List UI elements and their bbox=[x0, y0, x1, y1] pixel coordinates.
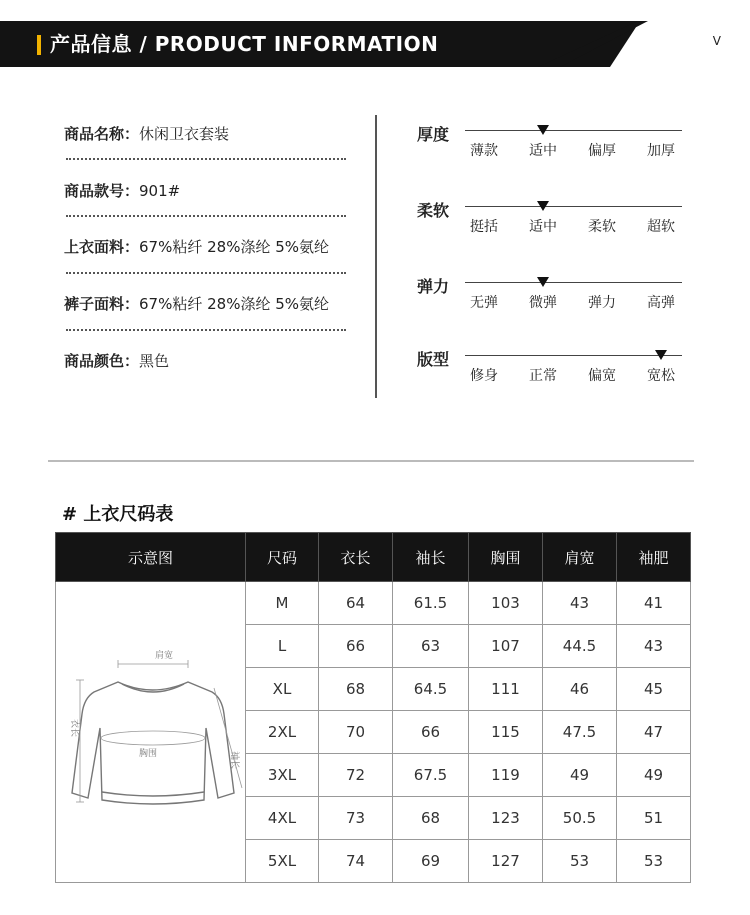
info-value: 休闲卫衣套装 bbox=[139, 125, 230, 143]
measurement-cell: 53 bbox=[543, 840, 617, 883]
scale-label: 版型 bbox=[417, 350, 450, 369]
scale-option: 弹力 bbox=[588, 295, 616, 311]
measurement-cell: 73 bbox=[319, 797, 393, 840]
column-header: 尺码 bbox=[246, 533, 319, 582]
info-label: 商品名称： bbox=[64, 125, 140, 143]
scale-selected-marker bbox=[537, 277, 549, 287]
column-header: 袖肥 bbox=[617, 533, 691, 582]
size-cell: 2XL bbox=[246, 711, 319, 754]
measurement-cell: 103 bbox=[469, 582, 543, 625]
scale-option: 高弹 bbox=[647, 295, 675, 311]
measurement-cell: 72 bbox=[319, 754, 393, 797]
measurement-cell: 53 bbox=[617, 840, 691, 883]
measurement-cell: 47.5 bbox=[543, 711, 617, 754]
info-value: 67%粘纤 28%涤纶 5%氨纶 bbox=[139, 295, 330, 313]
measurement-cell: 69 bbox=[393, 840, 469, 883]
horizontal-divider bbox=[48, 460, 694, 462]
scale-selected-marker bbox=[537, 201, 549, 211]
column-header: 衣长 bbox=[319, 533, 393, 582]
size-cell: XL bbox=[246, 668, 319, 711]
size-cell: L bbox=[246, 625, 319, 668]
measurement-cell: 67.5 bbox=[393, 754, 469, 797]
measurement-cell: 70 bbox=[319, 711, 393, 754]
measurement-cell: 49 bbox=[617, 754, 691, 797]
dotted-separator bbox=[66, 158, 346, 160]
size-cell: 5XL bbox=[246, 840, 319, 883]
measurement-cell: 43 bbox=[543, 582, 617, 625]
length-label: 衣长 bbox=[70, 718, 80, 738]
size-chart-title: # 上衣尺码表 bbox=[62, 504, 174, 525]
scale-label: 弹力 bbox=[417, 277, 450, 296]
measurement-cell: 119 bbox=[469, 754, 543, 797]
measurement-cell: 47 bbox=[617, 711, 691, 754]
measurement-cell: 115 bbox=[469, 711, 543, 754]
scale-track bbox=[465, 355, 682, 356]
column-header-diagram: 示意图 bbox=[56, 533, 246, 582]
dotted-separator bbox=[66, 272, 346, 274]
info-row-pants-fabric bbox=[64, 293, 329, 314]
scale-option: 超软 bbox=[647, 219, 675, 235]
scale-option: 宽松 bbox=[647, 368, 675, 384]
dotted-separator bbox=[66, 215, 346, 217]
scale-option: 偏宽 bbox=[588, 368, 616, 384]
scale-option: 适中 bbox=[529, 219, 557, 235]
scale-option: 微弹 bbox=[529, 295, 557, 311]
info-label: 商品颜色： bbox=[64, 352, 140, 370]
scale-option: 挺括 bbox=[470, 219, 498, 235]
measurement-cell: 111 bbox=[469, 668, 543, 711]
info-value: 黑色 bbox=[139, 352, 170, 370]
measurement-cell: 64.5 bbox=[393, 668, 469, 711]
measurement-cell: 45 bbox=[617, 668, 691, 711]
table-row bbox=[56, 582, 691, 625]
info-row-color bbox=[64, 350, 169, 371]
measurement-cell: 51 bbox=[617, 797, 691, 840]
size-cell: M bbox=[246, 582, 319, 625]
measurement-cell: 41 bbox=[617, 582, 691, 625]
scale-track bbox=[465, 206, 682, 207]
scale-option: 偏厚 bbox=[588, 143, 616, 159]
shoulder-label: 肩宽 bbox=[154, 650, 174, 660]
column-header: 胸围 bbox=[469, 533, 543, 582]
size-cell: 4XL bbox=[246, 797, 319, 840]
info-label: 上衣面料： bbox=[64, 238, 140, 256]
scale-option: 无弹 bbox=[470, 295, 498, 311]
measurement-cell: 44.5 bbox=[543, 625, 617, 668]
chest-label: 胸围 bbox=[138, 748, 158, 758]
measurement-cell: 66 bbox=[319, 625, 393, 668]
sleeve-label: 袖长 bbox=[230, 750, 240, 770]
size-diagram-cell bbox=[56, 582, 246, 883]
size-chart-table bbox=[55, 532, 691, 883]
scale-option: 加厚 bbox=[647, 143, 675, 159]
header-corner-letter: V bbox=[712, 34, 721, 48]
scale-option: 薄款 bbox=[470, 143, 498, 159]
info-value: 901# bbox=[139, 182, 181, 200]
measurement-cell: 66 bbox=[393, 711, 469, 754]
info-row-top-fabric bbox=[64, 236, 329, 257]
measurement-cell: 74 bbox=[319, 840, 393, 883]
dotted-separator bbox=[66, 329, 346, 331]
measurement-cell: 50.5 bbox=[543, 797, 617, 840]
measurement-cell: 46 bbox=[543, 668, 617, 711]
measurement-cell: 49 bbox=[543, 754, 617, 797]
measurement-cell: 43 bbox=[617, 625, 691, 668]
sweatshirt-diagram bbox=[56, 588, 246, 876]
size-cell: 3XL bbox=[246, 754, 319, 797]
info-row-name bbox=[64, 123, 229, 144]
scale-selected-marker bbox=[655, 350, 667, 360]
section-header bbox=[0, 21, 750, 67]
info-row-style-number bbox=[64, 180, 180, 201]
scale-option: 修身 bbox=[470, 368, 498, 384]
info-value: 67%粘纤 28%涤纶 5%氨纶 bbox=[139, 238, 330, 256]
vertical-divider bbox=[375, 115, 377, 398]
scale-option: 正常 bbox=[529, 368, 557, 384]
measurement-cell: 64 bbox=[319, 582, 393, 625]
scale-label: 厚度 bbox=[417, 125, 450, 144]
scale-track bbox=[465, 130, 682, 131]
measurement-cell: 123 bbox=[469, 797, 543, 840]
scale-option: 柔软 bbox=[588, 219, 616, 235]
section-header-title: 产品信息 / PRODUCT INFORMATION bbox=[50, 32, 439, 56]
header-accent-bar bbox=[37, 35, 41, 55]
column-header: 肩宽 bbox=[543, 533, 617, 582]
measurement-cell: 107 bbox=[469, 625, 543, 668]
measurement-cell: 68 bbox=[393, 797, 469, 840]
scale-track bbox=[465, 282, 682, 283]
measurement-cell: 61.5 bbox=[393, 582, 469, 625]
info-label: 裤子面料： bbox=[64, 295, 140, 313]
header-corner-cut bbox=[600, 21, 750, 67]
measurement-cell: 63 bbox=[393, 625, 469, 668]
column-header: 袖长 bbox=[393, 533, 469, 582]
scale-selected-marker bbox=[537, 125, 549, 135]
scale-option: 适中 bbox=[529, 143, 557, 159]
measurement-cell: 127 bbox=[469, 840, 543, 883]
measurement-cell: 68 bbox=[319, 668, 393, 711]
info-label: 商品款号： bbox=[64, 182, 140, 200]
scale-label: 柔软 bbox=[417, 201, 450, 220]
size-chart-header-row bbox=[56, 533, 691, 582]
